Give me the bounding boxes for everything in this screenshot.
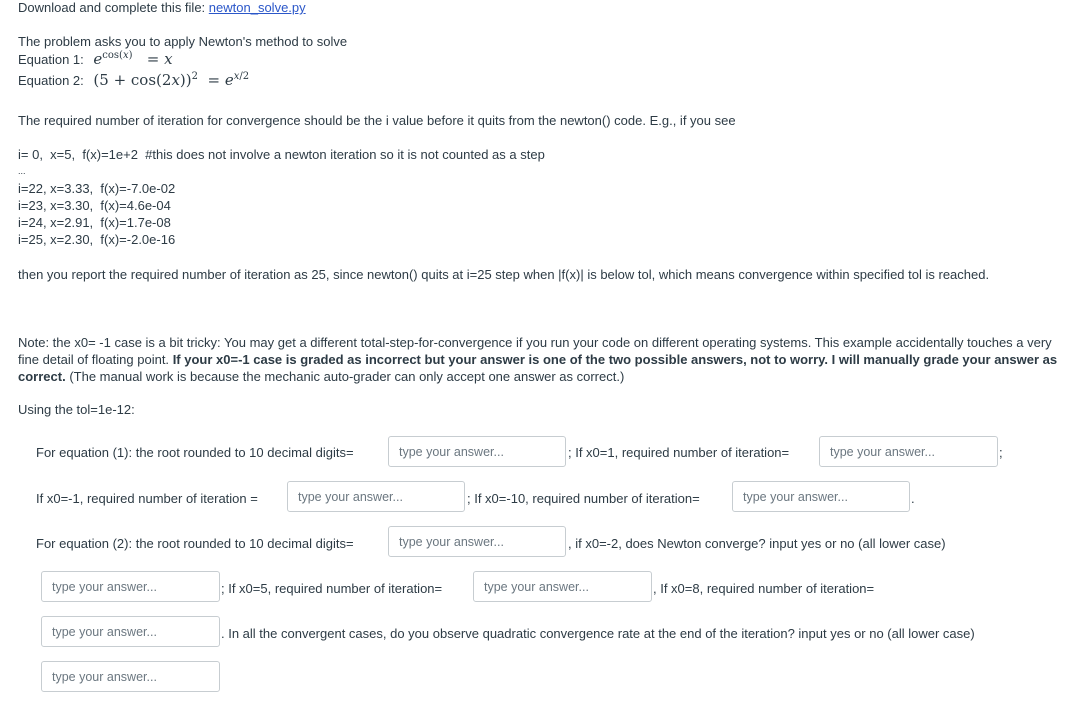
note-text: Note: the x0= -1 case is a bit tricky: You may get a different total-step-for-convergence if you run your code on different operating systems. This example accidentally touches a very fine detail of floating point. [18, 335, 1052, 367]
iteration-line: i=23, x=3.30, f(x)=4.6e-04 [18, 198, 171, 213]
q1-x0-neg1-input[interactable] [287, 481, 465, 512]
q2-root-label: For equation (2): the root rounded to 10 decimal digits= [36, 536, 354, 551]
equation-1-row [18, 50, 173, 68]
q2-x0-8-input[interactable] [41, 616, 220, 647]
semicolon: ; [999, 445, 1003, 460]
quadratic-answer-input[interactable] [41, 661, 220, 692]
equation-2-formula: $(5 + \cos(2x))^2 = e^{x/2}$ [93, 71, 250, 89]
period: . [911, 491, 915, 506]
report-explanation: then you report the required number of iteration as 25, since newton() quits at i=25 step when |f(x)| is below tol, which means convergence within specified tol is reached. [18, 267, 990, 282]
download-prefix: Download and complete this file: [18, 0, 206, 15]
tol-text: Using the tol=1e-12: [18, 402, 135, 417]
q1-root-label: For equation (1): the root rounded to 10 decimal digits= [36, 445, 354, 460]
q2-x0-5-label: ; If x0=5, required number of iteration= [221, 581, 443, 596]
required-iteration-text: The required number of iteration for convergence should be the i value before it quits from the newton() code. E.g., if you see [18, 113, 736, 128]
q1-x0-1-input[interactable] [819, 436, 998, 467]
note-text-end: (The manual work is because the mechanic auto-grader can only accept one answer as correct.) [69, 369, 625, 384]
example-first-line: i= 0, x=5, f(x)=1e+2 #this does not involve a newton iteration so it is not counted as a step [18, 147, 545, 162]
q2-x0-neg2-label: , if x0=-2, does Newton converge? input yes or no (all lower case) [568, 536, 946, 551]
problem-intro: The problem asks you to apply Newton's method to solve [18, 34, 348, 49]
q1-root-input[interactable] [388, 436, 566, 467]
q2-x0-neg2-input[interactable] [41, 571, 220, 602]
note-bold-text: If your x0=-1 case is graded as incorrect but your answer is one of the two possible answers, not to worry. I will manually grade your answer as correct. [18, 352, 1058, 384]
q1-x0-neg10-label: ; If x0=-10, required number of iteration= [467, 491, 700, 506]
equation-2-label: Equation 2: [18, 73, 84, 88]
equation-2-row [18, 71, 249, 89]
q1-x0-1-label: ; If x0=1, required number of iteration= [568, 445, 790, 460]
note-paragraph [18, 334, 1063, 385]
q2-x0-5-input[interactable] [473, 571, 652, 602]
file-link[interactable]: newton_solve.py [208, 0, 306, 15]
iteration-line: i=24, x=2.91, f(x)=1.7e-08 [18, 215, 171, 230]
q2-x0-8-label: , If x0=8, required number of iteration= [653, 581, 875, 596]
q2-root-input[interactable] [388, 526, 566, 557]
download-line [18, 0, 306, 15]
iteration-line: i=22, x=3.33, f(x)=-7.0e-02 [18, 181, 176, 196]
q1-x0-neg10-input[interactable] [732, 481, 910, 512]
quadratic-question-label: . In all the convergent cases, do you observe quadratic convergence rate at the end of the iteration? input yes or no (all lower case) [221, 626, 975, 641]
example-ellipsis: ... [18, 166, 26, 176]
q1-x0-neg1-label: If x0=-1, required number of iteration = [36, 491, 258, 506]
equation-1-formula: $e^{cos(x)} = x$ [93, 50, 173, 68]
iteration-line: i=25, x=2.30, f(x)=-2.0e-16 [18, 232, 176, 247]
equation-1-label: Equation 1: [18, 52, 84, 67]
